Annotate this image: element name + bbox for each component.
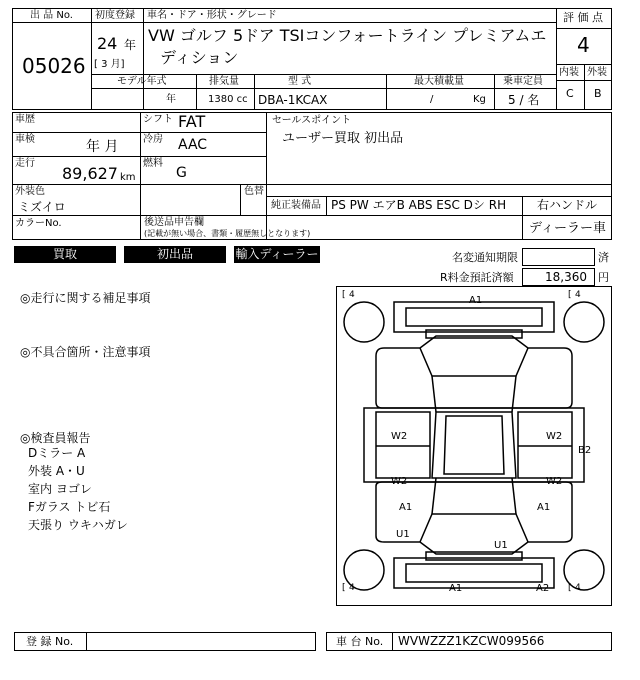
model-year-label: モデル年式 bbox=[117, 76, 167, 87]
recycle-value: 18,360 bbox=[545, 270, 587, 284]
interior-grade: C bbox=[566, 87, 574, 100]
car-damage-diagram bbox=[336, 286, 612, 606]
ac-value: AAC bbox=[178, 137, 208, 153]
damage-code: W2 bbox=[546, 431, 563, 442]
inspection-label: 車検 bbox=[15, 134, 35, 145]
max-load-value: / bbox=[430, 94, 434, 105]
damage-code: B2 bbox=[578, 445, 592, 456]
car-name-label: 車名・ドア・形状・グレード bbox=[147, 10, 277, 21]
damage-code: A2 bbox=[536, 583, 550, 594]
mileage-unit: km bbox=[120, 172, 136, 183]
sales-point-value: ユーザー買取 初出品 bbox=[282, 131, 404, 146]
reg-no-label: 登 録 No. bbox=[26, 635, 74, 648]
car-name-line1: VW ゴルフ 5ドア TSIコンフォートライン プレミアムエ bbox=[148, 26, 547, 45]
damage-code: W2 bbox=[391, 476, 408, 487]
tire-value-fl: 4 bbox=[349, 290, 355, 300]
first-reg-year: 24 bbox=[97, 34, 118, 53]
color-value: ミズイロ bbox=[18, 200, 66, 214]
damage-code: A1 bbox=[469, 295, 483, 306]
fuel-value: G bbox=[176, 165, 187, 181]
mileage-value: 89,627 bbox=[62, 164, 118, 183]
color-label: 外装色 bbox=[15, 186, 45, 197]
inspector-heading: ◎検査員報告 bbox=[20, 431, 91, 445]
car-name-line2: ディション bbox=[160, 48, 239, 67]
report-line: 室内 ヨゴレ bbox=[28, 482, 92, 496]
docs-label: 後送品申告欄 bbox=[144, 217, 204, 228]
tire-value-rr: 4 bbox=[575, 583, 581, 593]
damage-code: A1 bbox=[449, 583, 463, 594]
recycle-unit: 円 bbox=[598, 271, 609, 284]
status-label: 済 bbox=[598, 251, 609, 264]
first-reg-month: [ 3 月] bbox=[94, 59, 125, 70]
max-load-label: 最大積載量 bbox=[414, 76, 464, 87]
tire-value-rl: 4 bbox=[349, 583, 355, 593]
recycle-label: R料金預託済額 bbox=[440, 271, 514, 284]
notice-deadline-label: 名変通知期限 bbox=[452, 251, 518, 264]
recolor-label: 色替 bbox=[244, 186, 264, 197]
capacity-label: 乗車定員 bbox=[503, 76, 543, 87]
damage-code: U1 bbox=[494, 540, 508, 551]
notice-deadline-box bbox=[522, 248, 595, 266]
fuel-label: 燃料 bbox=[143, 158, 163, 169]
lot-label: 出 品 No. bbox=[30, 10, 73, 21]
report-line: 外装 A・U bbox=[28, 464, 85, 478]
report-line: Fガラス トビ石 bbox=[28, 500, 111, 514]
inspection-value: 年 月 bbox=[86, 139, 119, 155]
report-line: 天張り ウキハガレ bbox=[28, 518, 128, 532]
defects-heading: ◎不具合箇所・注意事項 bbox=[20, 345, 151, 359]
ac-label: 冷房 bbox=[143, 134, 163, 145]
vin-label: 車 台 No. bbox=[336, 635, 384, 648]
equipment-value: PS PW エアB ABS ESC Dシ RH bbox=[331, 198, 507, 212]
shift-value: FAT bbox=[178, 112, 206, 131]
history-label: 車歴 bbox=[15, 114, 35, 125]
tag-import-dealer: 輸入ディーラー bbox=[235, 247, 319, 261]
displacement-value: 1380 cc bbox=[208, 94, 248, 105]
capacity-value: 5 / 名 bbox=[508, 93, 540, 107]
equipment-label: 純正装備品 bbox=[271, 200, 321, 211]
tag-first-listing: 初出品 bbox=[124, 246, 226, 263]
interior-label: 内装 bbox=[559, 67, 579, 78]
tire-label-rr: [ bbox=[568, 583, 572, 593]
first-reg-year-unit: 年 bbox=[124, 38, 137, 52]
report-line: Dミラー A bbox=[28, 446, 86, 460]
steering-value: 右ハンドル bbox=[537, 198, 598, 212]
type-label: 型 式 bbox=[288, 76, 312, 87]
damage-code: A1 bbox=[399, 502, 413, 513]
lot-number: 05026 bbox=[22, 54, 86, 78]
dealer-value: ディーラー車 bbox=[529, 221, 606, 236]
damage-code: U1 bbox=[396, 529, 410, 540]
tag-purchase: 買取 bbox=[14, 246, 116, 263]
damage-code: W2 bbox=[546, 476, 563, 487]
max-load-unit: Kg bbox=[473, 94, 486, 105]
shift-label: シフト bbox=[143, 114, 173, 125]
score-value: 4 bbox=[577, 33, 590, 57]
vin-value: WVWZZZ1KZCW099566 bbox=[398, 634, 545, 648]
exterior-label: 外装 bbox=[587, 67, 607, 78]
exterior-grade: B bbox=[594, 87, 602, 100]
supplement-heading: ◎走行に関する補足事項 bbox=[20, 291, 151, 305]
model-year-unit: 年 bbox=[166, 94, 176, 105]
tire-value-fr: 4 bbox=[575, 290, 581, 300]
damage-code: A1 bbox=[537, 502, 551, 513]
sales-point-label: セールスポイント bbox=[272, 115, 352, 126]
first-reg-label: 初度登録 bbox=[95, 10, 135, 21]
tire-label-fr: [ bbox=[568, 290, 572, 300]
tire-label-fl: [ bbox=[342, 290, 346, 300]
mileage-label: 走行 bbox=[15, 158, 35, 169]
tire-label-rl: [ bbox=[342, 583, 346, 593]
damage-code: W2 bbox=[391, 431, 408, 442]
score-label: 評 価 点 bbox=[563, 11, 603, 24]
displacement-label: 排気量 bbox=[209, 76, 239, 87]
color-no-label: カラーNo. bbox=[15, 218, 62, 229]
docs-note: (記載が無い場合、書類・履歴無しとなります) bbox=[144, 229, 311, 238]
type-value: DBA-1KCAX bbox=[258, 93, 328, 107]
